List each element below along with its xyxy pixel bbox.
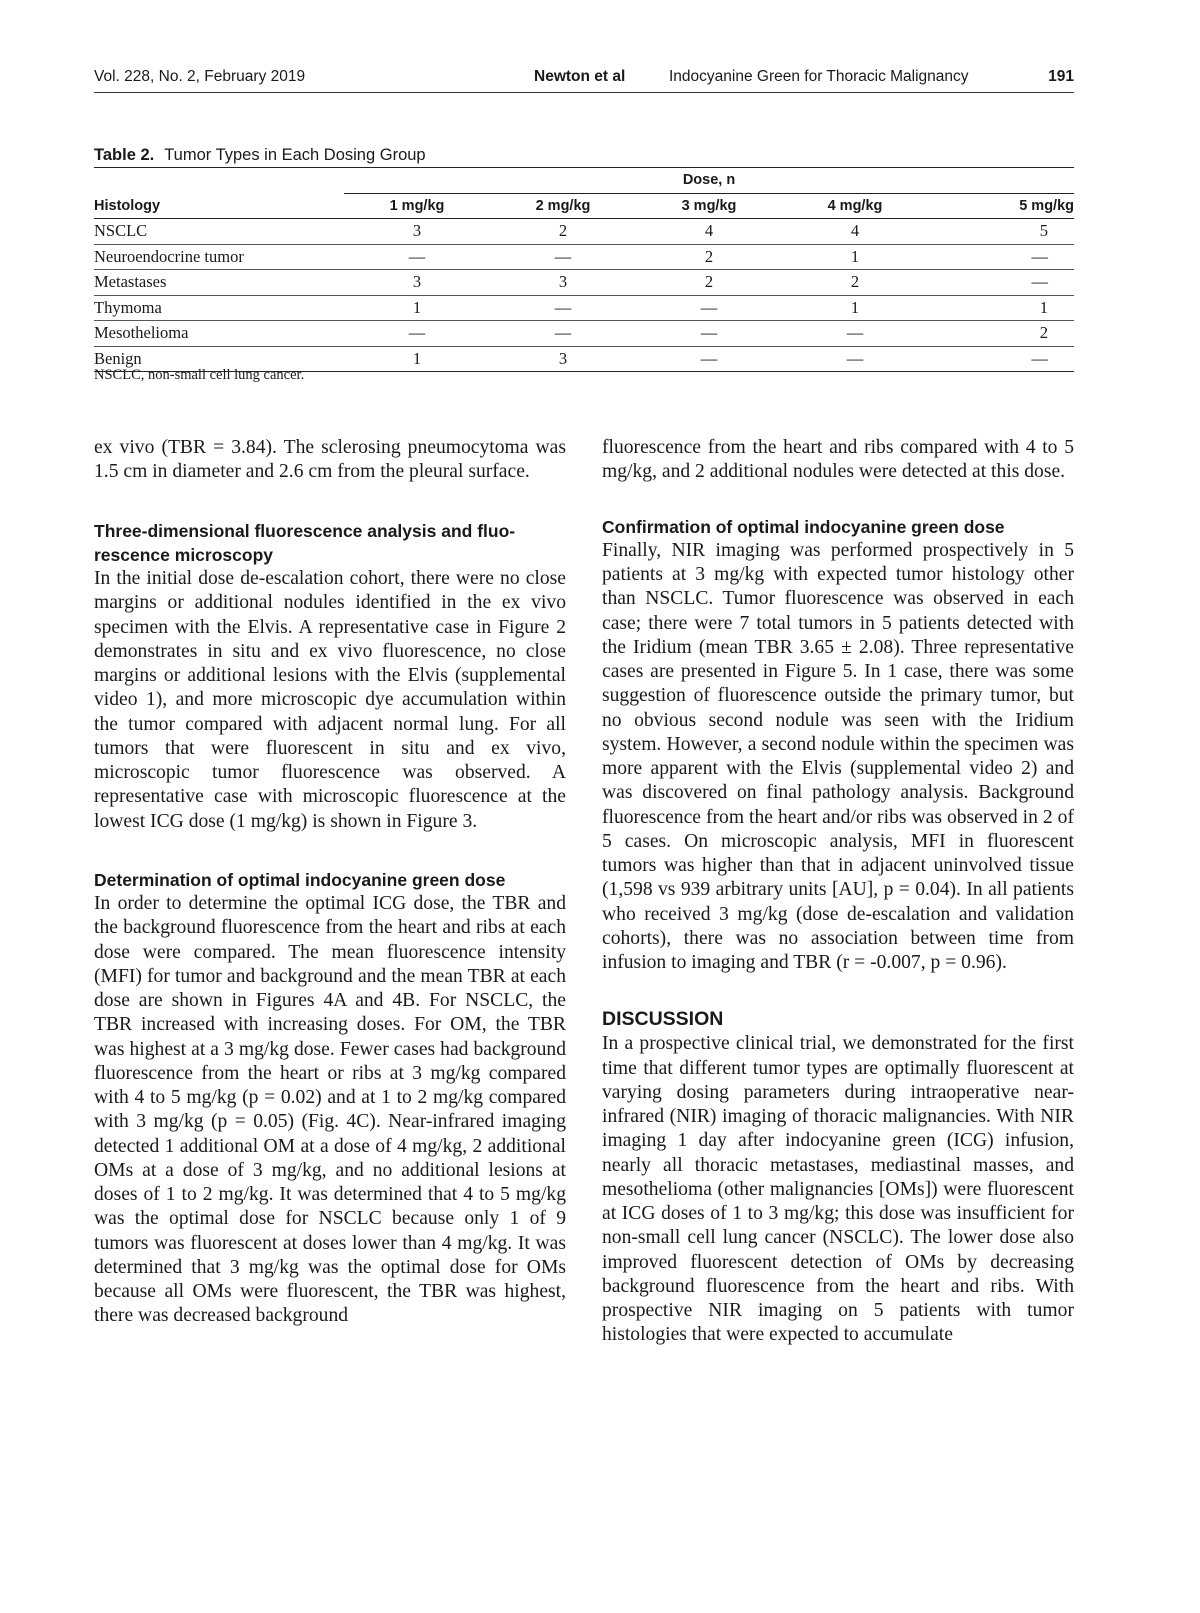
table-row	[94, 295, 1074, 321]
histology-cell: Neuroendocrine tumor	[94, 244, 344, 270]
table-spanner-row	[94, 168, 1074, 194]
table-cell: 2	[636, 270, 782, 296]
table-cell: —	[344, 321, 490, 347]
dosing-table	[94, 167, 1074, 372]
table-row	[94, 244, 1074, 270]
left-text-column	[94, 436, 566, 1329]
table-label: Table 2.	[94, 146, 155, 164]
table-cell: —	[846, 348, 864, 368]
histology-header: Histology	[94, 193, 344, 219]
paragraph-discussion: In a prospective clinical trial, we demonstrated for the first time that different tumor types are optimally fluorescent at varying dosing parameters during intraoperative near-infrared (NIR) imaging of thoracic malignancies. With NIR imaging 1 day after indocyanine green (ICG) infusion, nearly all thoracic metastases, mediastinal masses, and mesothelioma (other malignancies [OMs]) were fluorescent at ICG doses of 1 to 3 mg/kg; this dose was insufficient for non-small cell lung cancer (NSCLC). The lower dose also improved fluorescent detection of OMs by decreasing background fluorescence from the heart and ribs. With prospective NIR imaging on 5 patients with tumor histologies that were expected to accumulate	[602, 1033, 1074, 1346]
table-cell: —	[928, 270, 1074, 296]
column-header: 5 mg/kg	[928, 193, 1074, 219]
journal-citation: Vol. 228, No. 2, February 2019	[94, 68, 306, 85]
running-authors: Newton et al	[534, 68, 626, 85]
table-cell: —	[1031, 348, 1048, 368]
table-cell: 1	[782, 295, 928, 321]
section-heading-3d-fluorescence: Three-dimensional fluorescence analysis and fluorescence microscopy	[94, 520, 516, 565]
section-heading-optimal-dose: Determination of optimal indocyanine green dose	[94, 869, 506, 890]
table-cell: 1	[782, 244, 928, 270]
table-title: Tumor Types in Each Dosing Group	[164, 146, 426, 164]
paragraph-continued: fluorescence from the heart and ribs compared with 4 to 5 mg/kg, and 2 additional nodules were detected at this dose.	[602, 437, 1074, 483]
table-cell: 3	[344, 219, 490, 245]
paragraph-confirmation: Finally, NIR imaging was performed prospectively in 5 patients at 3 mg/kg with expected tumor histology other than NSCLC. Tumor fluorescence was observed in each case; there were 7 total tumors in 5 patients detected with the Iridium (mean TBR 3.65 ± 2.08). Three representative cases are presented in Figure 5. In 1 case, there was some suggestion of fluorescence outside the primary tumor, but no obvious second nodule was seen with the Iridium system. However, a second nodule within the specimen was more apparent with the Elvis (supplemental video 2) and was discovered on final pathology analysis. Background fluorescence from the heart and/or ribs was observed in 2 of 5 cases. On microscopic analysis, MFI in fluorescent tumors was higher than that in adjacent uninvolved tissue (1,598 vs 939 arbitrary units [AU], p = 0.04). In all patients who received 3 mg/kg (dose de-escalation and validation cohorts), there was no association between time from infusion to imaging and TBR (r = -0.007, p = 0.96).	[602, 539, 1074, 973]
table-cell: 1	[344, 295, 490, 321]
table-cell: —	[490, 295, 636, 321]
histology-cell: Thymoma	[94, 295, 344, 321]
column-header: 1 mg/kg	[344, 193, 490, 219]
paragraph-continued: ex vivo (TBR = 3.84). The sclerosing pneumocytoma was 1.5 cm in diameter and 2.6 cm from the pleural surface.	[94, 437, 566, 483]
table-cell: 2	[490, 219, 636, 245]
dose-spanner-header: Dose, n	[344, 168, 1074, 194]
table-cell: —	[490, 244, 636, 270]
table-cell: 2	[928, 321, 1074, 347]
spanner-blank	[94, 168, 344, 194]
table-row	[94, 321, 1074, 347]
right-text-column	[602, 436, 1074, 1348]
table-container	[94, 167, 1074, 372]
table-cell: 1	[412, 348, 422, 368]
table-cell: 5	[928, 219, 1074, 245]
table-cell: —	[636, 321, 782, 347]
page-number: 191	[1048, 68, 1074, 85]
table-header-row	[94, 193, 1074, 219]
table-footnote: NSCLC, non-small cell lung cancer.	[94, 367, 305, 383]
table-cell: 3	[558, 348, 568, 368]
table-cell: 3	[344, 270, 490, 296]
table-cell: 4	[782, 219, 928, 245]
table-cell: 2	[782, 270, 928, 296]
running-header	[94, 66, 1074, 93]
column-header: 3 mg/kg	[636, 193, 782, 219]
table-cell: 3	[490, 270, 636, 296]
table-cell: 1	[928, 295, 1074, 321]
table-cell: —	[344, 244, 490, 270]
paragraph-optimal-dose: In order to determine the optimal ICG dose, the TBR and the background fluorescence from the heart and ribs at each dose were compared. The mean fluorescence intensity (MFI) for tumor and background and the mean TBR at each dose are shown in Figures 4A and 4B. For NSCLC, the TBR increased with increasing doses. For OM, the TBR was highest at a 3 mg/kg dose. Fewer cases had background fluorescence from the heart or ribs at 3 mg/kg compared with 4 to 5 mg/kg (p = 0.02) and at 1 to 2 mg/kg compared with 3 mg/kg (p = 0.05) (Fig. 4C). Near-infrared imaging detected 1 additional OM at a dose of 4 mg/kg, 2 additional OMs at a dose of 3 mg/kg, and no additional lesions at doses of 1 to 2 mg/kg. It was determined that 4 to 5 mg/kg was the optimal dose for NSCLC because only 1 of 9 tumors was fluorescent at doses lower than 4 mg/kg. It was determined that 3 mg/kg was the optimal dose for OMs because all OMs were fluorescent, the TBR was highest, there was decreased background	[94, 893, 566, 1327]
column-header: 2 mg/kg	[490, 193, 636, 219]
table-cell: 4	[636, 219, 782, 245]
table-caption	[94, 146, 426, 165]
table-row	[94, 270, 1074, 296]
table-row	[94, 219, 1074, 245]
table-cell: —	[782, 321, 928, 347]
histology-cell: Mesothelioma	[94, 321, 344, 347]
table-cell: —	[636, 295, 782, 321]
table-cell: —	[928, 244, 1074, 270]
section-heading-confirmation: Confirmation of optimal indocyanine green dose	[602, 516, 1005, 537]
paragraph-3d-fluorescence: In the initial dose de-escalation cohort, there were no close margins or additional nodules identified in the ex vivo specimen with the Elvis. A representative case in Figure 2 demonstrates in situ and ex vivo fluorescence, no close margins or additional lesions with the Elvis (supplemental video 1), and more microscopic dye accumulation within the tumor compared with adjacent normal lung. For all tumors that were fluorescent in situ and ex vivo, microscopic tumor fluorescence was observed. A representative case with microscopic fluorescence at the lowest ICG dose (1 mg/kg) is shown in Figure 3.	[94, 568, 566, 832]
table-cell: 2	[636, 244, 782, 270]
column-header: 4 mg/kg	[782, 193, 928, 219]
table-cell: —	[490, 321, 636, 347]
histology-cell: NSCLC	[94, 219, 344, 245]
table-cell: —	[700, 348, 718, 368]
histology-cell: Metastases	[94, 270, 344, 296]
histology-cell: Benign	[94, 348, 142, 368]
running-title: Indocyanine Green for Thoracic Malignancy	[669, 68, 969, 85]
section-heading-discussion: DISCUSSION	[602, 1008, 724, 1031]
